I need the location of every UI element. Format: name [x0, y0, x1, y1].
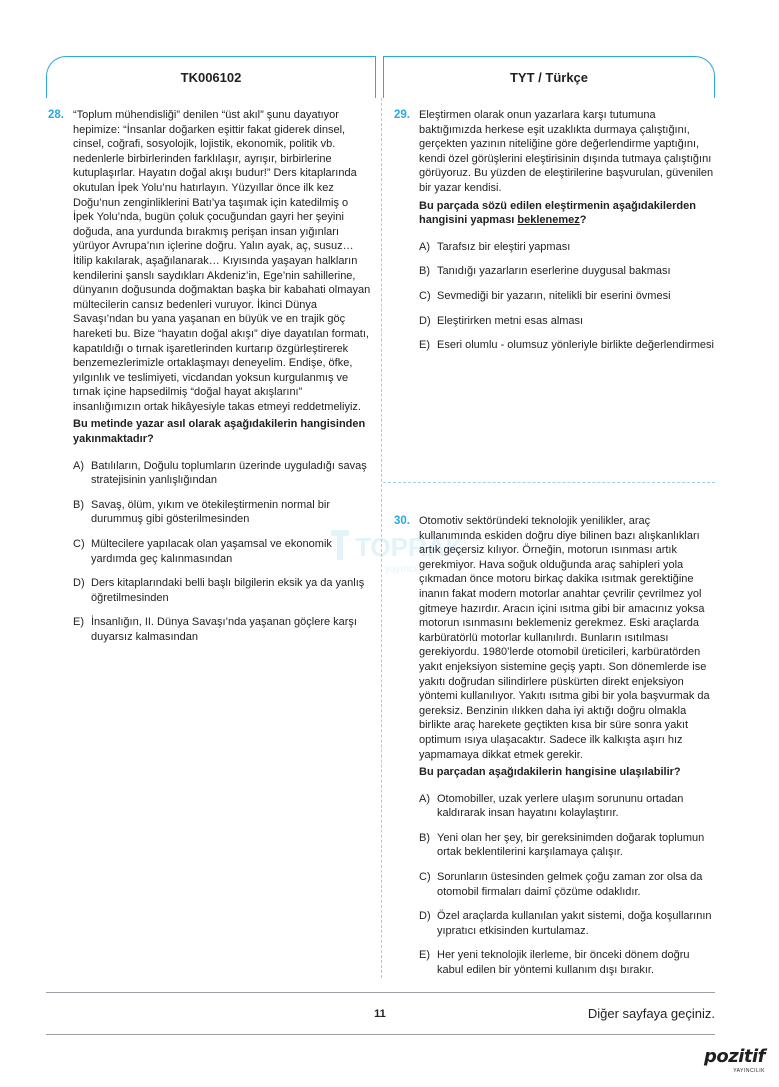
header-subject: TYT / Türkçe — [509, 70, 589, 85]
option-text: Mültecilere yapılacak olan yaşamsal ve ekonomik yardımda geç kalınmasından — [91, 538, 332, 565]
option-text: Eseri olumlu - olumsuz yönleriyle birlikte değerlendirmesi — [437, 339, 714, 352]
question-stem: Bu metinde yazar asıl olarak aşağıdakilerin hangisinden yakınmaktadır? — [73, 418, 366, 446]
option-letter: D) — [419, 314, 431, 327]
footer-rule-bottom — [46, 1034, 715, 1035]
question-divider — [383, 482, 715, 483]
option-d[interactable] — [419, 314, 715, 329]
answer-options — [419, 240, 715, 353]
stem-text: Bu parçada sözü edilen eleştirmenin aşağıdakilerden hangisini yapması — [419, 199, 696, 227]
option-text: İnsanlığın, II. Dünya Savaşı’nda yaşanan göçlere karşı duyarsız kalmasından — [91, 616, 357, 643]
answer-options — [73, 459, 371, 645]
option-a[interactable] — [73, 459, 371, 488]
option-c[interactable] — [73, 537, 371, 566]
option-d[interactable] — [419, 909, 715, 938]
option-letter: A) — [73, 459, 84, 472]
publisher-logo-sub: YAYINCILIK — [733, 1068, 765, 1074]
option-text: Sorunların üstesinden gelmek çoğu zaman zor olsa da otomobil firmaları daimî çözüme odaklıdır. — [437, 871, 703, 898]
option-letter: B) — [419, 831, 430, 844]
option-letter: E) — [73, 616, 84, 629]
option-letter: E) — [419, 339, 430, 352]
question-passage: Eleştirmen olarak onun yazarlara karşı tutumuna baktığımızda herkese eşit uzaklıkta durmaya çalıştığını, gerçekten yazının niteliğine göre değerlendirme yaptığını, kendi özel görüşlerini eleştirisinin dışında tutmaya çalıştığını görüyoruz. Bu yüzden de eleştirilerine başvurulan, güvenilen bir yazar kendisi. — [419, 109, 714, 194]
question-28 — [48, 108, 371, 655]
option-text: Otomobiller, uzak yerlere ulaşım sorununu ortadan kaldırarak insan hayatını kolaylaştırır. — [437, 792, 684, 820]
question-number: 28. — [48, 109, 64, 121]
option-letter: C) — [73, 538, 85, 551]
option-letter: D) — [73, 577, 85, 590]
option-text: Eleştirirken metni esas alması — [437, 314, 584, 327]
option-d[interactable] — [73, 576, 371, 605]
option-a[interactable] — [419, 240, 715, 255]
question-passage: Otomotiv sektöründeki teknolojik yenilikler, araç kullanımında eskiden doğru diye bilinen bazı alışkanlıkları artık geçersiz kılıyor. Örneğin, motorun ısınması artık gerekmiyor. Hava soğuk olduğunda araç sahipleri yola çıkmadan önce motoru birkaç dakika ısıtmak gerektiğine inanın fakat modern motorlar anahtar çevrilir çevrilmez yol gitmeye hazırdır. Aracın içini ısıtma gibi bir amacınız yoksa motorun ısınmasını beklemeniz gerekmez. Eski araçlarda karbüratörlü motorlar kullanılırdı. Bunların ısıtılması gerekiyordu. 1980’lerde otomobil üreticileri, karbüratörden yakıt enjeksiyon sistemine geçiş yaptı. Son dönemlerde ise yakıtı doğrudan silindirlere püskürten direkt enjeksiyon yöntemi kullanılıyor. Yakıtı ısıtma gibi bir yola başvurmak da gereksiz. Benzinin ılıkken daha iyi aktığı doğru olmakla birlikte araç harekete geçtikten kısa bir süre sonra yakıt optimum ısıya ulaşacaktır. Sadece ilk kalkışta aşırı hız yapmamaya dikkat etmek gerekir. — [419, 515, 710, 761]
option-text: Sevmediği bir yazarın, nitelikli bir eserini övmesi — [437, 289, 671, 302]
option-letter: D) — [419, 910, 431, 923]
header-subject-tab — [383, 56, 715, 98]
question-29 — [394, 108, 715, 363]
option-c[interactable] — [419, 870, 715, 899]
question-passage: “Toplum mühendisliği” denilen “üst akıl” şunu dayatıyor hepimize: “İnsanlar doğarken eşittir fakat giderek dinsel, cinsel, coğrafi, sosyolojik, lojistik, ekonomik, politik vb. nedenlerle birbirlerinden farklılaşır, ayrışır, birbirlerine kutuplaşırlar. Hayatın doğal akışı budur!” Ders kitaplarında okutulan İpek Yolu’nu hatırlayın. Yüzyıllar önce ilk kez Doğu’nun zenginliklerini Batı’ya taşımak için katedilmiş o İpek Yolu’nda, bugün çoluk çocuğundan gayri her şeyini doğuda, ana yurdunda bırakmış perişan insan yığınları yürüyor Avrupa’nın içlerine doğru. Yalın ayak, aç, susuz… İtilip kakılarak, aşağılanarak… Kıyısında yaşayan halkların kendilerini şanslı saydıkları Akdeniz’in, Ege’nin sahillerine, dünyanın doğusunda doğmaktan başka bir kabahati olmayan mültecilerin cansız bedenleri vuruyor. İkinci Dünya Savaşı’ndan bu yana yaşanan en büyük ve en trajik göç hareketi bu. Bize “hayatın doğal akışı” diye dayatılan formatı, kapatıldığı o tırnak işaretlerinden kurtarıp özgürleştirerek benzemezlerimizle ortaklaşmayı deneyelim. Endişe, öfke, yılgınlık ve teslimiyeti, vicdandan yoksun kurgulanmış ve tırnak içine hapsedilmiş “doğal hayat akışlarını” insanlığımızın ortak hikâyesiyle takas etmeyi reddetmeliyiz. — [73, 109, 371, 413]
option-text: Savaş, ölüm, yıkım ve ötekileştirmenin normal bir durummuş gibi gösterilmesinden — [91, 498, 331, 526]
option-e[interactable] — [73, 615, 371, 644]
option-e[interactable] — [419, 338, 715, 353]
option-e[interactable] — [419, 948, 715, 977]
option-text: Özel araçlarda kullanılan yakıt sistemi, doğa koşullarının yıpratıcı etkisinden kurtulamaz. — [437, 910, 712, 937]
option-letter: E) — [419, 949, 430, 962]
option-text: Tanıdığı yazarların eserlerine duygusal bakması — [437, 265, 671, 278]
question-number: 29. — [394, 109, 410, 121]
stem-punct: ? — [579, 214, 587, 227]
option-text: Ders kitaplarındaki belli başlı bilgilerin eksik ya da yanlış öğretilmesinden — [91, 577, 365, 604]
option-text: Batılıların, Doğulu toplumların üzerinde uyguladığı savaş stratejisinin yanlışlığından — [91, 459, 367, 487]
publisher-logo: pozitif — [703, 1046, 765, 1067]
option-letter: C) — [419, 871, 431, 884]
option-letter: C) — [419, 289, 431, 302]
question-stem — [419, 199, 715, 228]
header-code-tab — [46, 56, 376, 98]
question-stem: Bu parçadan aşağıdakilerin hangisine ulaşılabilir? — [419, 766, 681, 779]
option-text: Yeni olan her şey, bir gereksinimden doğarak toplumun ortak beklentilerini karşılamaya çalışır. — [437, 831, 705, 859]
option-text: Tarafsız bir eleştiri yapması — [437, 240, 571, 253]
option-letter: A) — [419, 792, 430, 805]
option-b[interactable] — [419, 264, 715, 279]
watermark-subtext: yayıncılık — [385, 564, 427, 575]
option-b[interactable] — [419, 831, 715, 860]
option-a[interactable] — [419, 792, 715, 821]
footer-rule — [46, 992, 715, 993]
option-letter: B) — [73, 498, 84, 511]
option-letter: A) — [419, 240, 430, 253]
option-text: Her yeni teknolojik ilerleme, bir önceki dönem doğru kabul edilen bir yöntemi kullanım dışı bırakır. — [437, 949, 690, 977]
option-b[interactable] — [73, 498, 371, 527]
next-page-note: Diğer sayfaya geçiniz. — [587, 1006, 715, 1021]
question-number: 30. — [394, 515, 410, 527]
option-letter: B) — [419, 265, 430, 278]
header-code: TK006102 — [180, 70, 242, 85]
answer-options — [419, 792, 715, 978]
stem-emphasis: beklenemez — [517, 214, 580, 227]
page-number: 11 — [374, 1008, 386, 1020]
watermark-text: TOPRAK — [355, 532, 465, 562]
option-c[interactable] — [419, 289, 715, 304]
column-divider — [381, 98, 382, 978]
